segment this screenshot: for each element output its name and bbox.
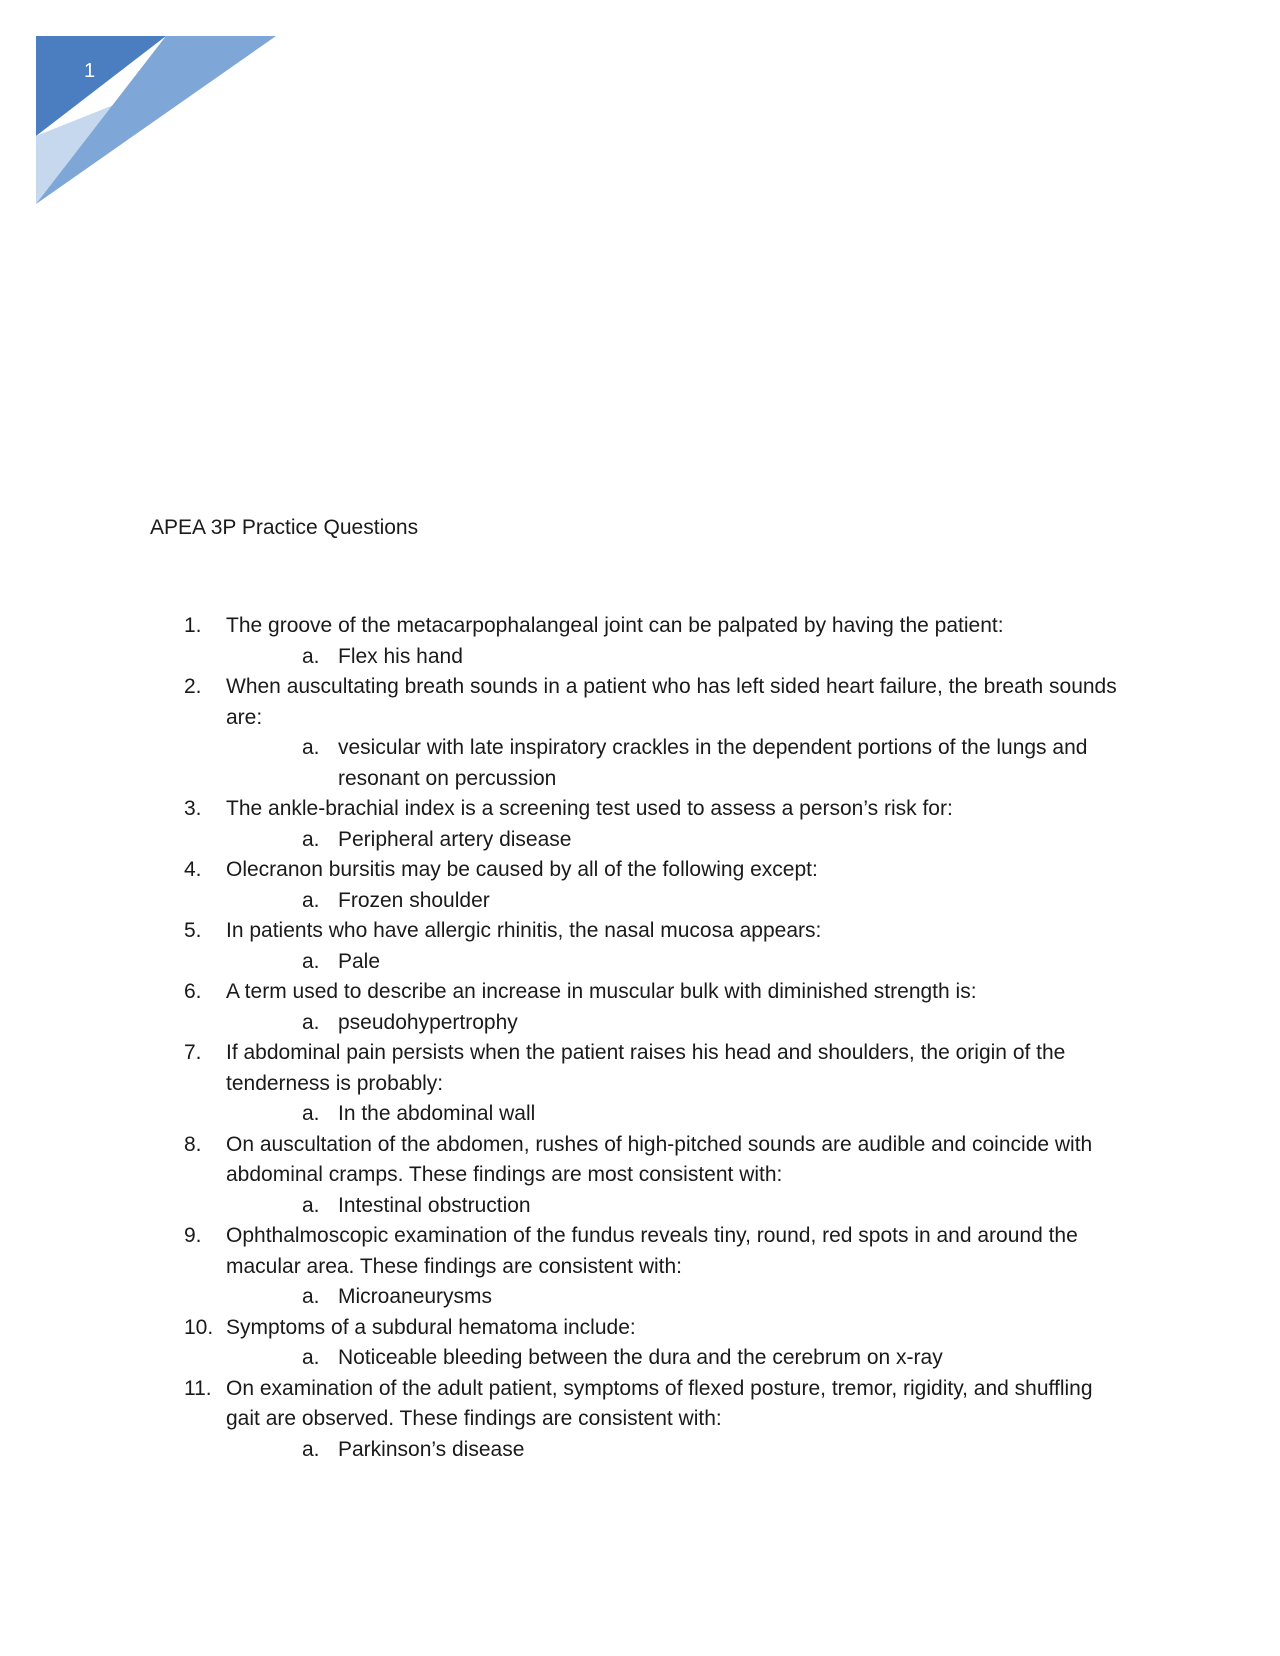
question-text: If abdominal pain persists when the patient raises his head and shoulders, the origin of the tenderness is probably: (226, 1041, 1066, 1095)
answer-letter: a. (302, 1010, 320, 1034)
answer-letter: a. (302, 888, 320, 912)
question-item (184, 1221, 1124, 1313)
answer-letter: a. (302, 1346, 320, 1369)
question-text: When auscultating breath sounds in a patient who has left sided heart failure, the breath sounds are: (226, 675, 1117, 729)
question-list (184, 611, 1124, 1465)
answer-item (264, 1435, 1124, 1466)
question-text: Symptoms of a subdural hematoma include: (226, 1315, 636, 1339)
answer-item (264, 1191, 1124, 1222)
answer-text: Intestinal obstruction (338, 1193, 531, 1217)
question-text: On auscultation of the abdomen, rushes of high-pitched sounds are audible and coincide with abdominal cramps. These findings are most consistent with: (226, 1132, 1093, 1186)
answer-item (264, 825, 1124, 856)
question-number: 1. (184, 614, 202, 637)
question-text: Ophthalmoscopic examination of the fundus reveals tiny, round, red spots in and around the macular area. These findings are consistent with: (226, 1224, 1078, 1278)
answer-item (264, 886, 1124, 917)
question-number: 8. (184, 1132, 202, 1156)
question-item (184, 1313, 1124, 1374)
question-number: 6. (184, 980, 202, 1003)
answer-text: Peripheral artery disease (338, 827, 572, 851)
answer-item (264, 642, 1124, 673)
answer-text: Flex his hand (338, 644, 463, 668)
answer-item (264, 1099, 1124, 1130)
question-item (184, 1374, 1124, 1466)
question-number: 9. (184, 1224, 202, 1247)
question-number: 11. (184, 1376, 212, 1400)
page-number: 1 (84, 60, 96, 82)
document-title: APEA 3P Practice Questions (150, 516, 419, 539)
question-item (184, 855, 1124, 916)
answer-letter: a. (302, 1437, 320, 1461)
corner-decoration (36, 36, 276, 204)
question-item (184, 611, 1124, 672)
answer-letter: a. (302, 1102, 320, 1125)
question-text: The ankle-brachial index is a screening test used to assess a person’s risk for: (226, 797, 953, 820)
answer-text: Noticeable bleeding between the dura and the cerebrum on x-ray (338, 1346, 943, 1369)
question-text: On examination of the adult patient, symptoms of flexed posture, tremor, rigidity, and shuffling gait are observed. These findings are consistent with: (226, 1376, 1093, 1430)
question-number: 3. (184, 797, 202, 820)
answer-item (264, 1343, 1124, 1374)
answer-letter: a. (302, 644, 320, 668)
answer-text: Pale (338, 949, 381, 973)
question-number: 5. (184, 919, 202, 942)
question-number: 4. (184, 858, 202, 881)
answer-text: vesicular with late inspiratory crackles in the dependent portions of the lungs and resonant on percussion (338, 736, 1088, 790)
question-text: The groove of the metacarpophalangeal joint can be palpated by having the patient: (226, 614, 1004, 637)
question-number: 10. (184, 1315, 214, 1339)
question-item (184, 977, 1124, 1038)
answer-letter: a. (302, 949, 320, 973)
answer-letter: a. (302, 1193, 320, 1217)
question-item (184, 916, 1124, 977)
answer-text: Parkinson’s disease (338, 1437, 525, 1461)
question-text: In patients who have allergic rhinitis, the nasal mucosa appears: (226, 919, 822, 942)
question-number: 7. (184, 1041, 202, 1064)
question-text: A term used to describe an increase in muscular bulk with diminished strength is: (226, 980, 977, 1003)
question-item (184, 794, 1124, 855)
question-item (184, 1130, 1124, 1222)
answer-letter: a. (302, 1285, 320, 1308)
answer-text: Microaneurysms (338, 1285, 493, 1308)
question-item (184, 672, 1124, 794)
answer-text: pseudohypertrophy (338, 1010, 518, 1034)
answer-item (264, 947, 1124, 978)
answer-item (264, 733, 1124, 794)
question-text: Olecranon bursitis may be caused by all of the following except: (226, 858, 818, 881)
answer-item (264, 1282, 1124, 1313)
question-number: 2. (184, 675, 202, 698)
answer-text: Frozen shoulder (338, 888, 490, 912)
answer-letter: a. (302, 736, 320, 759)
answer-text: In the abdominal wall (338, 1102, 536, 1125)
answer-letter: a. (302, 827, 320, 851)
question-item (184, 1038, 1124, 1130)
answer-item (264, 1008, 1124, 1039)
